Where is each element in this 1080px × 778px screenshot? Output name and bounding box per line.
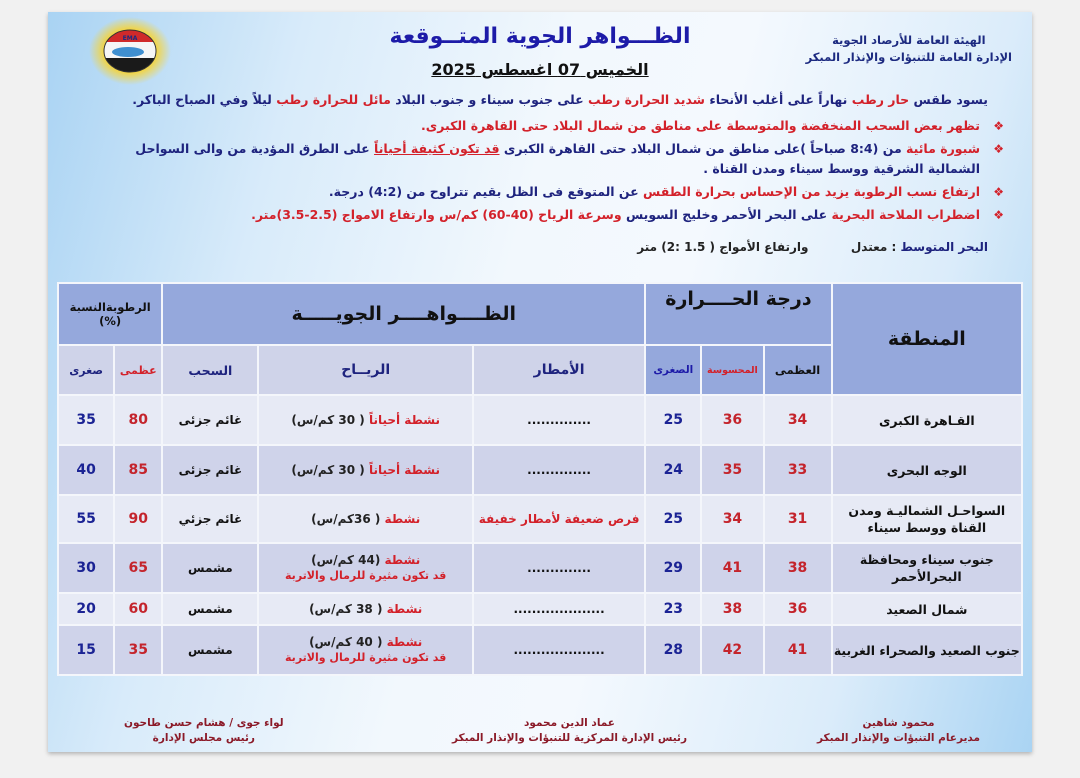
temp-feels: 41 (701, 543, 763, 593)
cloud-cover: غائم جزئى (162, 445, 258, 495)
bullet-text: على الطرق المؤدية من والى السواحل الشمالية الشرقية ووسط سيناء ومدن القناة . (135, 141, 980, 176)
summary-part: نهاراً على أغلب الأنحاء (709, 92, 848, 107)
cloud-cover: مشمس (162, 543, 258, 593)
wind-status: نشطة (386, 601, 423, 616)
bullet-text: وسرعة الرياح (40-60) كم/س وارتفاع الامواج (2.5-3.5)متر. (251, 207, 622, 222)
temp-feels: 34 (701, 495, 763, 543)
bullet-list (106, 116, 1006, 228)
signature-name: لواء جوى / هشام حسن طاحون (124, 717, 284, 729)
bullet-icon: ❖ (993, 142, 1004, 156)
wind-cell (258, 593, 472, 625)
temp-min: 28 (645, 625, 701, 675)
humidity-min: 20 (58, 593, 114, 625)
humidity-max: 80 (114, 395, 162, 445)
humidity-max: 90 (114, 495, 162, 543)
cloud-cover: غائم جزئي (162, 495, 258, 543)
temp-min: 29 (645, 543, 701, 593)
temp-min-header: الصغرى (645, 345, 701, 395)
region-name: شمال الصعيد (832, 593, 1022, 625)
region-name: السواحـل الشماليـة ومدن القناة ووسط سيناء (832, 495, 1022, 543)
wind-status: نشطة أحياناً (368, 462, 440, 477)
bullet-item (106, 139, 1006, 179)
humidity-max: 85 (114, 445, 162, 495)
bullet-item (106, 205, 1006, 225)
temp-min: 24 (645, 445, 701, 495)
region-name: القـاهرة الكبرى (832, 395, 1022, 445)
wind-status: نشطة (386, 635, 423, 649)
forecast-sheet (48, 12, 1032, 752)
humidity-min: 55 (58, 495, 114, 543)
temp-max: 33 (764, 445, 832, 495)
bullet-text: عن المتوقع فى الظل بقيم تتراوح من (4:2) درجة. (328, 184, 644, 199)
region-header: المنطقة (832, 283, 1022, 395)
temp-feels: 36 (701, 395, 763, 445)
rain-forecast: .............. (473, 543, 645, 593)
table-row (58, 395, 1022, 445)
org-line-2: الإدارة العامة للتنبؤات والإنذار المبكر (805, 50, 1012, 64)
bullet-item (106, 116, 1006, 136)
bullet-text: اضطراب الملاحة البحرية (831, 207, 980, 222)
signature-title: رئيس الإدارة المركزية للتنبؤات والإنذار المبكر (452, 732, 688, 744)
rain-forecast: .............. (473, 445, 645, 495)
cloud-header: السحب (162, 345, 258, 395)
cloud-cover: مشمس (162, 625, 258, 675)
summary-text (108, 90, 988, 110)
temp-max-header: العظمى (764, 345, 832, 395)
rain-forecast: .................... (473, 593, 645, 625)
temp-max: 36 (764, 593, 832, 625)
summary-part: يسود طقس (913, 92, 988, 107)
table-row (58, 593, 1022, 625)
rain-forecast: .................... (473, 625, 645, 675)
bullet-text: على البحر الأحمر وخليج السويس (621, 207, 832, 222)
table-row (58, 495, 1022, 543)
wind-speed: ( 30 كم/س) (291, 412, 365, 427)
temp-feels: 38 (701, 593, 763, 625)
wind-cell (258, 543, 472, 593)
wind-speed: (44 كم/س) (311, 553, 381, 567)
temp-max: 34 (764, 395, 832, 445)
sea-waves: وارتفاع الأمواج ( 1.5 :2) متر (637, 240, 809, 254)
wind-speed: ( 38 كم/س) (309, 601, 383, 616)
forecast-table (57, 282, 1023, 676)
summary-part: على جنوب سيناء و جنوب البلاد (395, 92, 584, 107)
bullet-icon: ❖ (993, 185, 1004, 199)
wind-speed: ( 36كم/س) (311, 511, 381, 526)
signature-name: محمود شاهين (862, 717, 935, 729)
bullet-text: ارتفاع نسب الرطوبة يزيد من الإحساس بحرارة الطقس (643, 184, 980, 199)
rain-forecast: فرص ضعيفة لأمطار خفيفة (473, 495, 645, 543)
bullet-text: قد تكون كثيفة أحياناً (374, 141, 500, 156)
humidity-max: 65 (114, 543, 162, 593)
table-row (58, 445, 1022, 495)
summary-part: شديد الحرارة رطب (588, 92, 705, 107)
temp-min: 25 (645, 395, 701, 445)
humidity-max: 35 (114, 625, 162, 675)
temp-max: 38 (764, 543, 832, 593)
bullet-text: تظهر بعض السحب المنخفضة والمتوسطة على مناطق من شمال البلاد حتى القاهرة الكبرى. (421, 118, 980, 133)
wind-cell (258, 495, 472, 543)
wind-cell (258, 395, 472, 445)
bullet-icon: ❖ (993, 119, 1004, 133)
signature-title: رئيس مجلس الإدارة (152, 732, 255, 744)
wind-status: نشطة (384, 553, 421, 567)
temp-min: 25 (645, 495, 701, 543)
wind-note: قد تكون مثيرة للرمال والاتربة (285, 569, 447, 582)
org-line-1: الهيئة العامة للأرصاد الجوية (832, 33, 986, 47)
bullet-icon: ❖ (993, 208, 1004, 222)
sea-label: البحر المتوسط (900, 240, 988, 254)
bullet-text: من (8:4 صباحاً )على مناطق من شمال البلاد حتى القاهرة الكبرى (499, 141, 907, 156)
signature-3 (124, 716, 284, 746)
region-name: الوجه البحرى (832, 445, 1022, 495)
wind-speed: ( 30 كم/س) (291, 462, 365, 477)
table-row (58, 543, 1022, 593)
region-name: جنوب سيناء ومحافظة البحرالأحمر (832, 543, 1022, 593)
wind-status: نشطة أحياناً (368, 412, 440, 427)
signature-name: عماد الدين محمود (524, 717, 615, 729)
humidity-max: 60 (114, 593, 162, 625)
humidity-min: 30 (58, 543, 114, 593)
rain-header: الأمطار (473, 345, 645, 395)
temp-feels: 35 (701, 445, 763, 495)
mediterranean-sea-state (637, 240, 988, 254)
humidity-min: 40 (58, 445, 114, 495)
phenomena-header: الظــــواهــــر الجويـــــة (162, 283, 645, 345)
wind-header: الريــاح (258, 345, 472, 395)
temp-max: 31 (764, 495, 832, 543)
temp-min: 23 (645, 593, 701, 625)
wind-status: نشطة (384, 511, 421, 526)
summary-part: ليلاً وفي الصباح الباكر. (132, 92, 272, 107)
cloud-cover: غائم جزئى (162, 395, 258, 445)
wind-speed: ( 40 كم/س) (309, 635, 383, 649)
wind-cell (258, 625, 472, 675)
humidity-max-header: عظمى (114, 345, 162, 395)
temperature-header: درجة الحــــرارة (645, 283, 831, 345)
humidity-header: الرطوبةالنسبة (%) (58, 283, 162, 345)
page-title: الظـــواهر الجوية المتــوقعة (389, 24, 691, 49)
signature-1 (817, 716, 980, 746)
temp-feels: 42 (701, 625, 763, 675)
bullet-text: شبورة مائية (906, 141, 980, 156)
cloud-cover: مشمس (162, 593, 258, 625)
signature-2 (452, 716, 687, 746)
temp-feels-header: المحسوسة (701, 345, 763, 395)
summary-part: حار رطب (851, 92, 910, 107)
bullet-item (106, 182, 1006, 202)
humidity-min: 15 (58, 625, 114, 675)
humidity-min-header: صغرى (58, 345, 114, 395)
svg-text:EMA: EMA (122, 35, 138, 42)
summary-part: مائل للحرارة رطب (276, 92, 391, 107)
humidity-min: 35 (58, 395, 114, 445)
forecast-date: الخميس 07 اغسطس 2025 (431, 60, 649, 79)
temp-max: 41 (764, 625, 832, 675)
rain-forecast: .............. (473, 395, 645, 445)
table-row (58, 625, 1022, 675)
wind-cell (258, 445, 472, 495)
signature-title: مديرعام التنبؤات والإنذار المبكر (816, 732, 980, 744)
region-name: جنوب الصعيد والصحراء الغربية (832, 625, 1022, 675)
sea-state: : معتدل (850, 240, 897, 254)
wind-note: قد تكون مثيرة للرمال والاتربة (285, 651, 447, 664)
